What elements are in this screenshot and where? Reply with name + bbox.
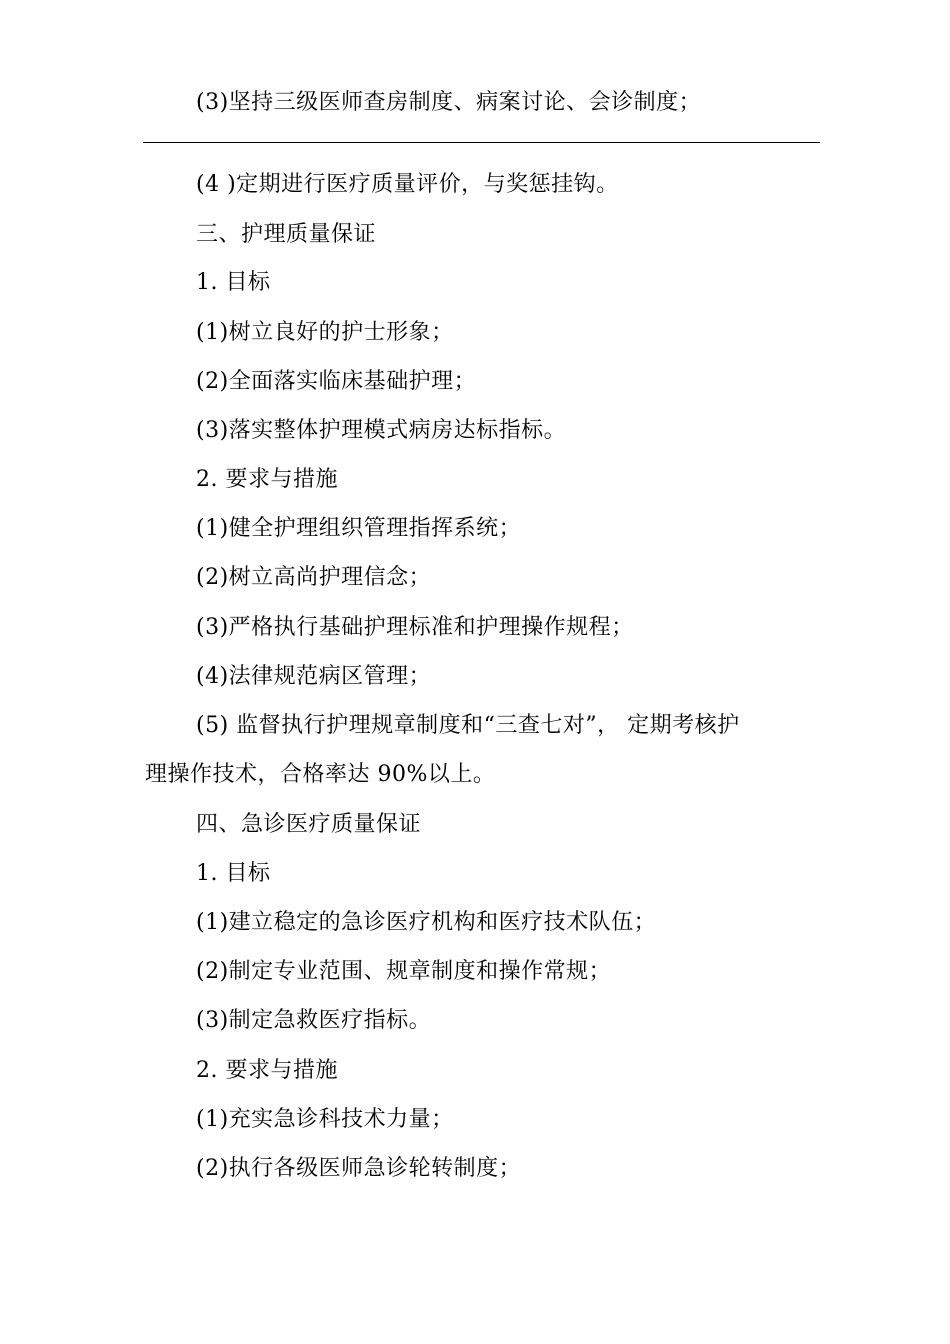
list-item: (2)全面落实临床基础护理； [196,369,477,394]
list-item: (2)制定专业范围、规章制度和操作常规； [196,959,612,984]
list-item: (2)执行各级医师急诊轮转制度； [196,1156,522,1181]
list-item: (3)制定急救医疗指标。 [196,1008,432,1033]
header-text-line: (3)坚持三级医师查房制度、病案讨论、会诊制度； [196,90,702,115]
list-item: (3)严格执行基础护理标准和护理操作规程； [196,615,634,640]
list-item: (1)建立稳定的急诊医疗机构和医疗技术队伍； [196,910,657,935]
header-divider [143,142,820,143]
list-item-continuation: 理操作技术，合格率达 90%以上。 [145,762,496,787]
subsection-heading: 2. 要求与措施 [196,467,338,492]
subsection-heading: 1. 目标 [196,861,271,886]
section-heading: 四、急诊医疗质量保证 [196,812,422,837]
subsection-heading: 1. 目标 [196,270,271,295]
paragraph: (4 )定期进行医疗质量评价，与奖惩挂钩。 [196,172,619,197]
list-item: (1)健全护理组织管理指挥系统； [196,516,522,541]
section-heading: 三、护理质量保证 [196,222,377,247]
list-item: (1)树立良好的护士形象； [196,320,454,345]
list-item: (3)落实整体护理模式病房达标指标。 [196,418,567,443]
list-item: (2)树立高尚护理信念； [196,565,432,590]
subsection-heading: 2. 要求与措施 [196,1058,338,1083]
list-item: (1)充实急诊科技术力量； [196,1107,454,1132]
list-item: (4)法律规范病区管理； [196,664,432,689]
list-item: (5) 监督执行护理规章制度和“三查七对”， 定期考核护 [196,713,740,738]
